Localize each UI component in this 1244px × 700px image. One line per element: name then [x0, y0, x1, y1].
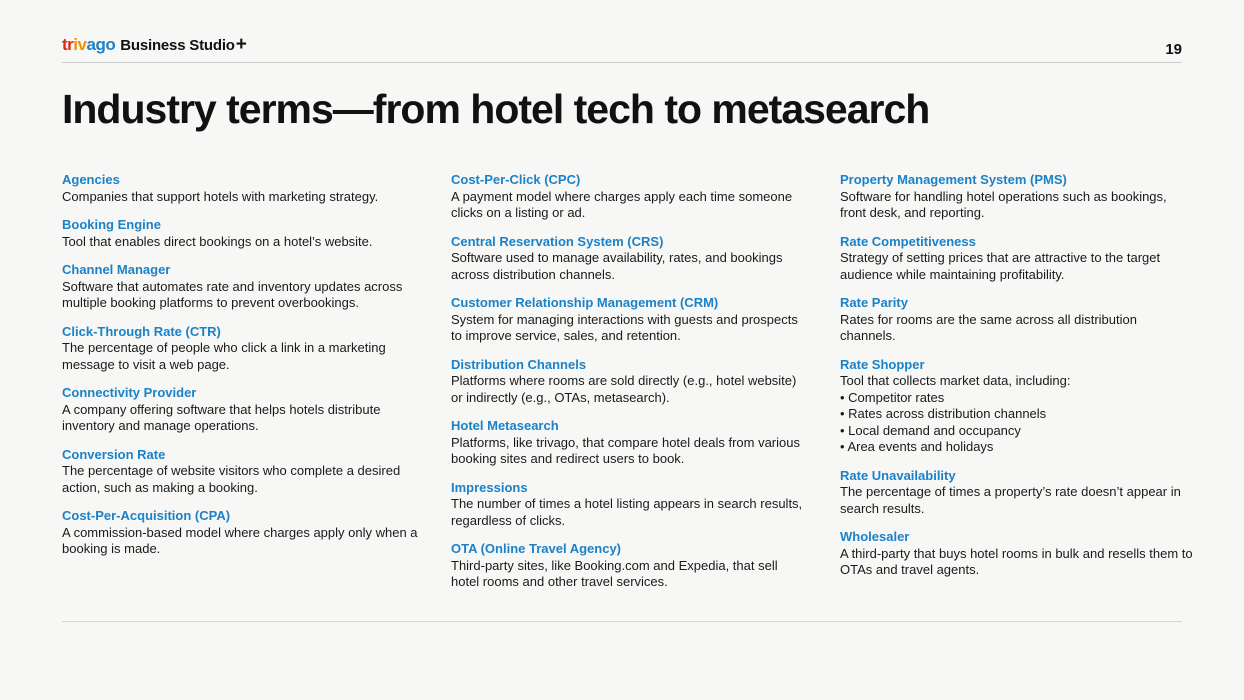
term-name: Impressions: [451, 479, 528, 495]
logo-letter: i: [73, 35, 78, 54]
term-name: Channel Manager: [62, 262, 171, 277]
term-definition: The percentage of times a property’s rate doesn’t appear in search results.: [840, 484, 1181, 516]
term-definition: Platforms where rooms are sold directly (e.g., hotel website) or indirectly (e.g., OTAs, metasearch).: [451, 373, 797, 405]
logo-letter: o: [105, 35, 116, 54]
term-name: Rate Competitiveness: [840, 233, 976, 249]
term-name: Rate Shopper: [840, 356, 925, 372]
page-title: Industry terms—from hotel tech to metasearch: [62, 86, 930, 132]
glossary-term: [451, 295, 807, 345]
term-definition: Tool that collects market data, including:: [840, 373, 1071, 388]
glossary-term: [451, 234, 807, 284]
term-name: Agencies: [62, 172, 120, 187]
term-name: Wholesaler: [840, 529, 910, 544]
trivago-business-studio-logo: [62, 35, 247, 55]
term-definition: A commission-based model where charges apply only when a booking is made.: [62, 524, 418, 556]
glossary-term: [840, 529, 1196, 579]
glossary-term: [451, 541, 807, 591]
term-bullet-item: [840, 423, 1196, 440]
glossary-term: [62, 385, 418, 435]
glossary-term: [840, 468, 1196, 518]
bullet-text: Area events and holidays: [847, 439, 994, 454]
glossary-term: [840, 357, 1196, 456]
logo-letter: r: [67, 35, 74, 54]
logo-letter: g: [95, 35, 106, 54]
term-name: Cost-Per-Click (CPC): [451, 172, 581, 187]
glossary-term: [62, 217, 418, 250]
header: [62, 34, 1182, 63]
bullet-text: Local demand and occupancy: [848, 422, 1021, 438]
term-definition: Third-party sites, like Booking.com and Expedia, that sell hotel rooms and other travel services.: [451, 557, 778, 589]
term-definition: The percentage of website visitors who complete a desired action, such as making a booking.: [62, 463, 401, 495]
term-definition: Strategy of setting prices that are attractive to the target audience while maintaining profitability.: [840, 250, 1161, 282]
term-name: Distribution Channels: [451, 356, 587, 372]
page-number: 19: [1165, 41, 1182, 58]
logo-suffix: Business Studio: [120, 37, 235, 54]
bullet-text: Competitor rates: [848, 389, 945, 405]
term-name: Rate Parity: [840, 295, 908, 310]
term-name: Cost-Per-Acquisition (CPA): [62, 508, 231, 523]
term-definition: Rates for rooms are the same across all distribution channels.: [840, 311, 1137, 343]
term-definition: A payment model where charges apply each time someone clicks on a listing or ad.: [451, 188, 793, 220]
term-definition: A company offering software that helps hotels distribute inventory and manage operations.: [62, 401, 381, 433]
term-name: Rate Unavailability: [840, 467, 956, 483]
term-name: Hotel Metasearch: [451, 418, 559, 433]
term-name: Conversion Rate: [62, 446, 166, 462]
glossary-term: [62, 447, 418, 497]
term-bullet-item: [840, 406, 1196, 423]
term-definition: A third-party that buys hotel rooms in bulk and resells them to OTAs and travel agents.: [840, 545, 1193, 577]
glossary-term: [451, 418, 807, 468]
term-name: Booking Engine: [62, 217, 161, 232]
term-name: OTA (Online Travel Agency): [451, 541, 621, 556]
term-definition: The number of times a hotel listing appears in search results, regardless of clicks.: [451, 496, 803, 528]
term-definition: Software that automates rate and inventory updates across multiple booking platforms to prevent overbookings.: [62, 278, 403, 310]
term-definition: System for managing interactions with guests and prospects to improve service, sales, and retention.: [451, 311, 798, 343]
term-definition: Platforms, like trivago, that compare hotel deals from various booking sites and redirect users to book.: [451, 434, 800, 466]
term-name: Central Reservation System (CRS): [451, 233, 664, 249]
logo-letter: v: [77, 35, 87, 54]
term-name: Customer Relationship Management (CRM): [451, 295, 719, 310]
term-bullet-item: [840, 439, 1196, 456]
footer-divider: [62, 621, 1182, 622]
terms-column-1: [62, 172, 418, 570]
logo-letter: a: [86, 35, 96, 54]
glossary-term: [62, 262, 418, 312]
glossary-term: [62, 324, 418, 374]
glossary-term: [451, 172, 807, 222]
glossary-term: [62, 172, 418, 205]
plus-icon: +: [235, 34, 247, 55]
glossary-term: [840, 172, 1196, 222]
glossary-term: [840, 295, 1196, 345]
term-definition: The percentage of people who click a link in a marketing message to visit a web page.: [62, 340, 386, 372]
term-definition: Tool that enables direct bookings on a hotel’s website.: [62, 233, 373, 249]
glossary-term: [451, 480, 807, 530]
bullet-text: Rates across distribution channels: [848, 406, 1047, 421]
glossary-term: [840, 234, 1196, 284]
term-definition: Companies that support hotels with marketing strategy.: [62, 188, 379, 204]
term-definition: Software used to manage availability, rates, and bookings across distribution channels.: [451, 250, 783, 282]
term-bullet-item: [840, 390, 1196, 407]
term-name: Property Management System (PMS): [840, 172, 1067, 187]
terms-column-2: [451, 172, 807, 603]
terms-column-3: [840, 172, 1196, 591]
logo-letter: t: [62, 35, 68, 54]
term-name: Click-Through Rate (CTR): [62, 323, 221, 339]
glossary-term: [451, 357, 807, 407]
term-bullet-list: [840, 390, 1196, 456]
term-name: Connectivity Provider: [62, 385, 197, 400]
glossary-term: [62, 508, 418, 558]
trivago-wordmark: [62, 35, 115, 55]
term-definition: Software for handling hotel operations such as bookings, front desk, and reporting.: [840, 188, 1167, 220]
